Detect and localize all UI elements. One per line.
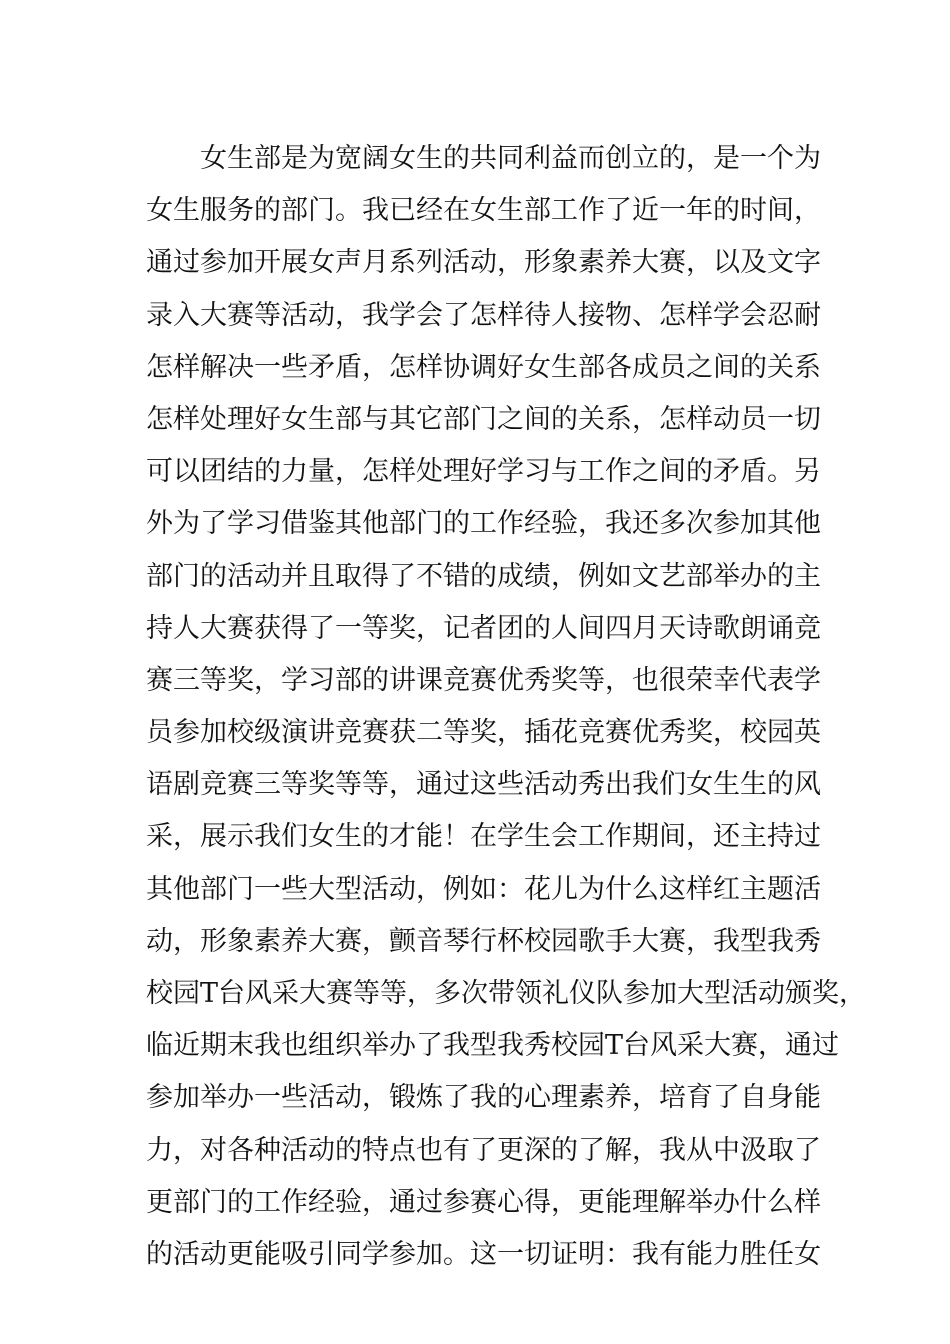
text-line: 力，对各种活动的特点也有了更深的了解，我从中汲取了 <box>146 1134 821 1166</box>
text-line: 员参加校级演讲竞赛获二等奖，插花竞赛优秀奖，校园英 <box>146 717 821 749</box>
text-line: 语剧竞赛三等奖等等，通过这些活动秀出我们女生生的风 <box>146 769 821 801</box>
text-line: 通过参加开展女声月系列活动，形象素养大赛，以及文字 <box>146 247 821 279</box>
text-line: 参加举办一些活动，锻炼了我的心理素养，培育了自身能 <box>146 1082 821 1114</box>
text-line: 其他部门一些大型活动，例如：花儿为什么这样红主题活 <box>146 873 821 905</box>
text-line: 怎样解决一些矛盾，怎样协调好女生部各成员之间的关系 <box>146 351 821 383</box>
text-line: 动，形象素养大赛，颤音琴行杯校园歌手大赛，我型我秀 <box>146 925 821 957</box>
text-line: 校园T台风采大赛等等，多次带领礼仪队参加大型活动颁奖， <box>146 978 867 1009</box>
text-line: 女生部是为宽阔女生的共同利益而创立的，是一个为 <box>200 143 821 174</box>
text-line: 录入大赛等活动，我学会了怎样待人接物、怎样学会忍耐 <box>146 299 821 331</box>
text-line: 采，展示我们女生的才能！在学生会工作期间，还主持过 <box>146 821 821 853</box>
text-line: 临近期末我也组织举办了我型我秀校园T台风采大赛，通过 <box>146 1030 840 1062</box>
text-line: 怎样处理好女生部与其它部门之间的关系，怎样动员一切 <box>146 403 821 435</box>
text-line: 部门的活动并且取得了不错的成绩，例如文艺部举办的主 <box>146 560 821 592</box>
text-line: 的活动更能吸引同学参加。这一切证明：我有能力胜任女 <box>146 1238 821 1270</box>
text-line: 赛三等奖，学习部的讲课竞赛优秀奖等，也很荣幸代表学 <box>146 664 821 696</box>
text-line: 可以团结的力量，怎样处理好学习与工作之间的矛盾。另 <box>146 456 821 488</box>
text-line: 女生服务的部门。我已经在女生部工作了近一年的时间， <box>146 195 821 227</box>
text-line: 更部门的工作经验，通过参赛心得，更能理解举办什么样 <box>146 1186 821 1218</box>
text-line: 持人大赛获得了一等奖，记者团的人间四月天诗歌朗诵竞 <box>146 612 821 644</box>
text-line: 外为了学习借鉴其他部门的工作经验，我还多次参加其他 <box>146 508 821 540</box>
body-paragraph <box>146 133 867 1281</box>
